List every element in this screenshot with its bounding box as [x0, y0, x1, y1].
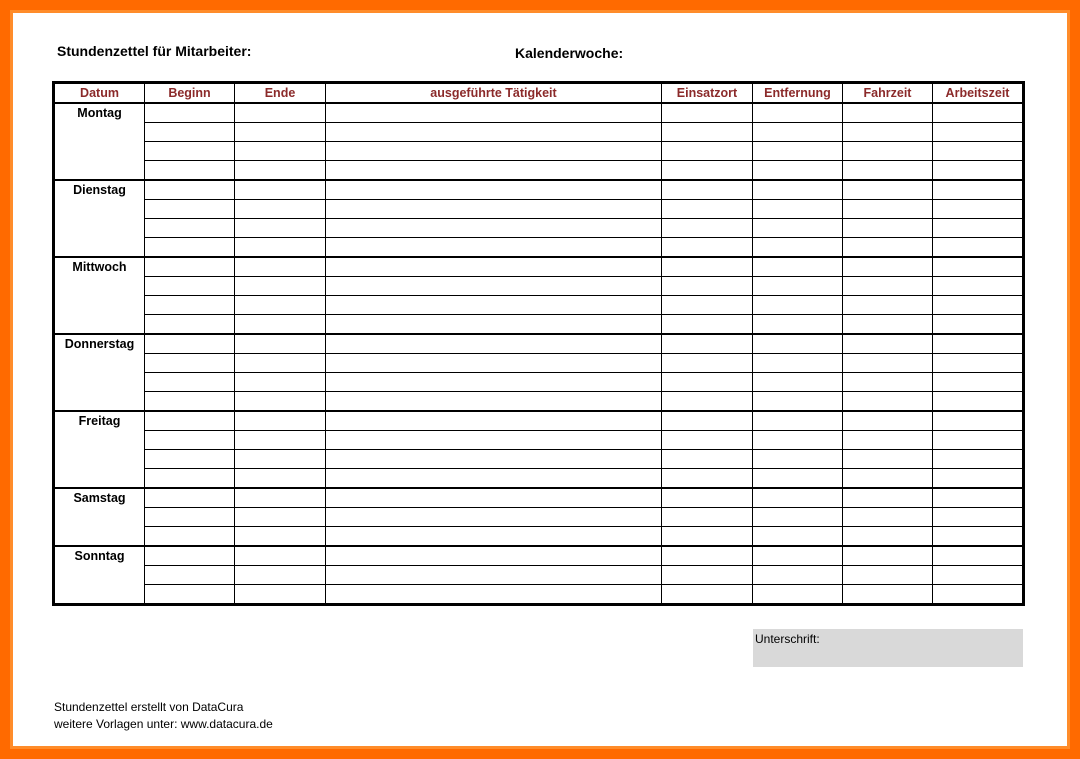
entry-cell[interactable] [753, 296, 843, 315]
entry-cell[interactable] [662, 334, 753, 354]
entry-cell[interactable] [933, 431, 1024, 450]
entry-cell[interactable] [933, 469, 1024, 489]
entry-cell[interactable] [235, 238, 326, 258]
entry-cell[interactable] [843, 315, 933, 335]
entry-cell[interactable] [753, 411, 843, 431]
entry-cell[interactable] [753, 354, 843, 373]
entry-cell[interactable] [235, 103, 326, 123]
table-row [54, 546, 1024, 566]
day-label: Sonntag [54, 546, 145, 605]
table-header-row [54, 83, 1024, 104]
entry-cell[interactable] [933, 411, 1024, 431]
entry-cell[interactable] [326, 585, 662, 605]
entry-cell[interactable] [753, 238, 843, 258]
entry-cell[interactable] [662, 431, 753, 450]
entry-cell[interactable] [933, 527, 1024, 547]
entry-cell[interactable] [933, 585, 1024, 605]
entry-cell[interactable] [235, 431, 326, 450]
entry-cell[interactable] [145, 488, 235, 508]
entry-cell[interactable] [843, 277, 933, 296]
entry-cell[interactable] [933, 508, 1024, 527]
entry-cell[interactable] [326, 431, 662, 450]
entry-cell[interactable] [662, 142, 753, 161]
entry-cell[interactable] [326, 180, 662, 200]
entry-cell[interactable] [662, 103, 753, 123]
table-row [54, 238, 1024, 258]
entry-cell[interactable] [145, 296, 235, 315]
day-label: Dienstag [54, 180, 145, 257]
entry-cell[interactable] [235, 315, 326, 335]
entry-cell[interactable] [753, 392, 843, 412]
table-row [54, 508, 1024, 527]
entry-cell[interactable] [753, 315, 843, 335]
entry-cell[interactable] [145, 142, 235, 161]
entry-cell[interactable] [933, 334, 1024, 354]
table-row [54, 296, 1024, 315]
timesheet-table [52, 81, 1025, 606]
employee-label: Stundenzettel für Mitarbeiter: [57, 43, 252, 59]
table-row [54, 354, 1024, 373]
entry-cell[interactable] [326, 257, 662, 277]
table-row [54, 161, 1024, 181]
entry-cell[interactable] [933, 488, 1024, 508]
entry-cell[interactable] [145, 373, 235, 392]
entry-cell[interactable] [662, 392, 753, 412]
day-label: Samstag [54, 488, 145, 546]
entry-cell[interactable] [326, 546, 662, 566]
entry-cell[interactable] [235, 257, 326, 277]
entry-cell[interactable] [662, 277, 753, 296]
entry-cell[interactable] [145, 219, 235, 238]
table-row [54, 431, 1024, 450]
entry-cell[interactable] [235, 277, 326, 296]
entry-cell[interactable] [753, 142, 843, 161]
entry-cell[interactable] [662, 219, 753, 238]
entry-cell[interactable] [326, 354, 662, 373]
table-row [54, 411, 1024, 431]
table-row [54, 527, 1024, 547]
entry-cell[interactable] [235, 566, 326, 585]
entry-cell[interactable] [145, 180, 235, 200]
entry-cell[interactable] [662, 508, 753, 527]
entry-cell[interactable] [843, 238, 933, 258]
entry-cell[interactable] [662, 238, 753, 258]
entry-cell[interactable] [235, 334, 326, 354]
entry-cell[interactable] [843, 546, 933, 566]
entry-cell[interactable] [145, 315, 235, 335]
entry-cell[interactable] [753, 180, 843, 200]
entry-cell[interactable] [753, 469, 843, 489]
entry-cell[interactable] [753, 527, 843, 547]
entry-cell[interactable] [843, 566, 933, 585]
column-header: Beginn [145, 83, 235, 104]
entry-cell[interactable] [326, 566, 662, 585]
entry-cell[interactable] [843, 354, 933, 373]
entry-cell[interactable] [933, 219, 1024, 238]
entry-cell[interactable] [753, 566, 843, 585]
entry-cell[interactable] [933, 354, 1024, 373]
entry-cell[interactable] [235, 200, 326, 219]
entry-cell[interactable] [235, 373, 326, 392]
entry-cell[interactable] [326, 469, 662, 489]
entry-cell[interactable] [326, 488, 662, 508]
entry-cell[interactable] [145, 123, 235, 142]
entry-cell[interactable] [933, 315, 1024, 335]
entry-cell[interactable] [843, 219, 933, 238]
footer [54, 699, 273, 733]
entry-cell[interactable] [145, 334, 235, 354]
entry-cell[interactable] [753, 103, 843, 123]
column-header: Arbeitszeit [933, 83, 1024, 104]
entry-cell[interactable] [662, 585, 753, 605]
day-label: Mittwoch [54, 257, 145, 334]
entry-cell[interactable] [145, 566, 235, 585]
table-row [54, 450, 1024, 469]
entry-cell[interactable] [843, 142, 933, 161]
entry-cell[interactable] [753, 508, 843, 527]
entry-cell[interactable] [145, 354, 235, 373]
entry-cell[interactable] [145, 431, 235, 450]
entry-cell[interactable] [843, 469, 933, 489]
entry-cell[interactable] [662, 373, 753, 392]
day-label: Freitag [54, 411, 145, 488]
column-header: Fahrzeit [843, 83, 933, 104]
entry-cell[interactable] [145, 200, 235, 219]
entry-cell[interactable] [933, 142, 1024, 161]
table-row [54, 103, 1024, 123]
entry-cell[interactable] [145, 450, 235, 469]
entry-cell[interactable] [933, 392, 1024, 412]
entry-cell[interactable] [145, 411, 235, 431]
table-row [54, 315, 1024, 335]
entry-cell[interactable] [933, 238, 1024, 258]
entry-cell[interactable] [753, 200, 843, 219]
entry-cell[interactable] [753, 431, 843, 450]
entry-cell[interactable] [662, 469, 753, 489]
footer-credit: Stundenzettel erstellt von DataCura [54, 700, 244, 714]
entry-cell[interactable] [753, 123, 843, 142]
entry-cell[interactable] [662, 566, 753, 585]
entry-cell[interactable] [326, 219, 662, 238]
entry-cell[interactable] [326, 334, 662, 354]
column-header: Entfernung [753, 83, 843, 104]
entry-cell[interactable] [753, 450, 843, 469]
entry-cell[interactable] [753, 585, 843, 605]
entry-cell[interactable] [933, 546, 1024, 566]
entry-cell[interactable] [235, 585, 326, 605]
entry-cell[interactable] [662, 161, 753, 181]
entry-cell[interactable] [145, 161, 235, 181]
entry-cell[interactable] [145, 469, 235, 489]
table-row [54, 392, 1024, 412]
entry-cell[interactable] [843, 508, 933, 527]
entry-cell[interactable] [235, 450, 326, 469]
table-row [54, 123, 1024, 142]
entry-cell[interactable] [933, 200, 1024, 219]
entry-cell[interactable] [662, 488, 753, 508]
entry-cell[interactable] [145, 585, 235, 605]
entry-cell[interactable] [235, 296, 326, 315]
entry-cell[interactable] [326, 238, 662, 258]
entry-cell[interactable] [235, 527, 326, 547]
entry-cell[interactable] [933, 277, 1024, 296]
entry-cell[interactable] [145, 527, 235, 547]
entry-cell[interactable] [843, 450, 933, 469]
entry-cell[interactable] [662, 200, 753, 219]
entry-cell[interactable] [662, 296, 753, 315]
footer-link: weitere Vorlagen unter: www.datacura.de [54, 717, 273, 731]
entry-cell[interactable] [145, 277, 235, 296]
column-header: Datum [54, 83, 145, 104]
day-label: Donnerstag [54, 334, 145, 411]
entry-cell[interactable] [235, 123, 326, 142]
entry-cell[interactable] [662, 180, 753, 200]
signature-box[interactable] [753, 629, 1023, 667]
table-row [54, 566, 1024, 585]
entry-cell[interactable] [753, 277, 843, 296]
entry-cell[interactable] [843, 123, 933, 142]
entry-cell[interactable] [933, 566, 1024, 585]
entry-cell[interactable] [753, 373, 843, 392]
entry-cell[interactable] [145, 546, 235, 566]
entry-cell[interactable] [843, 296, 933, 315]
entry-cell[interactable] [933, 373, 1024, 392]
entry-cell[interactable] [662, 123, 753, 142]
entry-cell[interactable] [145, 103, 235, 123]
entry-cell[interactable] [326, 123, 662, 142]
entry-cell[interactable] [662, 546, 753, 566]
entry-cell[interactable] [662, 257, 753, 277]
entry-cell[interactable] [843, 585, 933, 605]
entry-cell[interactable] [326, 392, 662, 412]
table-row [54, 200, 1024, 219]
table-row [54, 488, 1024, 508]
entry-cell[interactable] [843, 373, 933, 392]
timesheet-page [10, 10, 1070, 749]
entry-cell[interactable] [843, 431, 933, 450]
entry-cell[interactable] [753, 257, 843, 277]
entry-cell[interactable] [326, 411, 662, 431]
entry-cell[interactable] [933, 450, 1024, 469]
entry-cell[interactable] [753, 334, 843, 354]
entry-cell[interactable] [326, 315, 662, 335]
entry-cell[interactable] [933, 257, 1024, 277]
week-label: Kalenderwoche: [515, 45, 624, 61]
entry-cell[interactable] [235, 411, 326, 431]
entry-cell[interactable] [235, 219, 326, 238]
entry-cell[interactable] [662, 527, 753, 547]
table-row [54, 257, 1024, 277]
entry-cell[interactable] [662, 450, 753, 469]
entry-cell[interactable] [326, 200, 662, 219]
entry-cell[interactable] [843, 103, 933, 123]
table-row [54, 142, 1024, 161]
entry-cell[interactable] [933, 123, 1024, 142]
entry-cell[interactable] [843, 200, 933, 219]
entry-cell[interactable] [235, 180, 326, 200]
table-row [54, 373, 1024, 392]
entry-cell[interactable] [326, 450, 662, 469]
entry-cell[interactable] [933, 103, 1024, 123]
entry-cell[interactable] [235, 508, 326, 527]
entry-cell[interactable] [662, 411, 753, 431]
entry-cell[interactable] [235, 469, 326, 489]
entry-cell[interactable] [933, 180, 1024, 200]
entry-cell[interactable] [662, 315, 753, 335]
entry-cell[interactable] [235, 546, 326, 566]
entry-cell[interactable] [843, 488, 933, 508]
signature-label: Unterschrift: [755, 632, 820, 646]
entry-cell[interactable] [753, 546, 843, 566]
table-row [54, 277, 1024, 296]
entry-cell[interactable] [753, 219, 843, 238]
entry-cell[interactable] [326, 161, 662, 181]
table-row [54, 585, 1024, 605]
entry-cell[interactable] [843, 180, 933, 200]
entry-cell[interactable] [326, 277, 662, 296]
entry-cell[interactable] [326, 103, 662, 123]
column-header: ausgeführte Tätigkeit [326, 83, 662, 104]
entry-cell[interactable] [662, 354, 753, 373]
entry-cell[interactable] [326, 142, 662, 161]
entry-cell[interactable] [843, 527, 933, 547]
entry-cell[interactable] [843, 257, 933, 277]
table-row [54, 334, 1024, 354]
entry-cell[interactable] [235, 354, 326, 373]
table-body [54, 103, 1024, 605]
table-row [54, 219, 1024, 238]
entry-cell[interactable] [145, 392, 235, 412]
day-label: Montag [54, 103, 145, 180]
entry-cell[interactable] [235, 392, 326, 412]
entry-cell[interactable] [145, 508, 235, 527]
entry-cell[interactable] [235, 488, 326, 508]
table-row [54, 469, 1024, 489]
entry-cell[interactable] [753, 488, 843, 508]
entry-cell[interactable] [753, 161, 843, 181]
entry-cell[interactable] [843, 334, 933, 354]
column-header: Einsatzort [662, 83, 753, 104]
entry-cell[interactable] [235, 161, 326, 181]
entry-cell[interactable] [145, 238, 235, 258]
entry-cell[interactable] [843, 161, 933, 181]
entry-cell[interactable] [843, 411, 933, 431]
entry-cell[interactable] [326, 527, 662, 547]
entry-cell[interactable] [933, 161, 1024, 181]
entry-cell[interactable] [145, 257, 235, 277]
entry-cell[interactable] [235, 142, 326, 161]
entry-cell[interactable] [326, 373, 662, 392]
table-row [54, 180, 1024, 200]
entry-cell[interactable] [843, 392, 933, 412]
column-header: Ende [235, 83, 326, 104]
entry-cell[interactable] [933, 296, 1024, 315]
entry-cell[interactable] [326, 508, 662, 527]
entry-cell[interactable] [326, 296, 662, 315]
